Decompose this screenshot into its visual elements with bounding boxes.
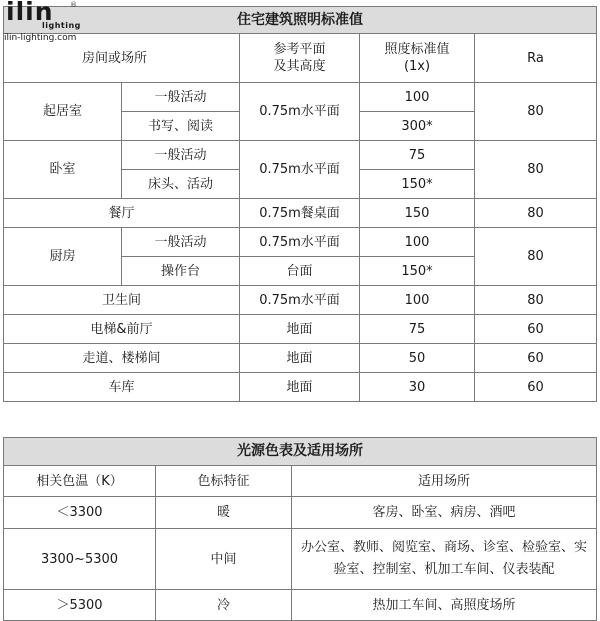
table-row bbox=[4, 529, 597, 590]
header-feature: 色标特征 bbox=[156, 466, 292, 497]
lux-cell: 150* bbox=[360, 257, 475, 286]
lux-cell: 30 bbox=[360, 373, 475, 402]
room-cell: 车库 bbox=[4, 373, 240, 402]
room-cell: 电梯&前厅 bbox=[4, 315, 240, 344]
ra-cell: 80 bbox=[475, 286, 597, 315]
plane-cell: 地面 bbox=[240, 373, 360, 402]
table-row bbox=[4, 286, 597, 315]
feature-cell: 中间 bbox=[156, 529, 292, 590]
table-row bbox=[4, 141, 597, 170]
header-plane: 参考平面 及其高度 bbox=[240, 34, 360, 83]
room-cell: 卧室 bbox=[4, 141, 122, 199]
ra-cell: 60 bbox=[475, 344, 597, 373]
lux-cell: 75 bbox=[360, 315, 475, 344]
logo-subtitle: lighting bbox=[42, 21, 81, 30]
ra-cell: 80 bbox=[475, 83, 597, 141]
plane-cell: 0.75m水平面 bbox=[240, 286, 360, 315]
lux-cell: 100 bbox=[360, 286, 475, 315]
subarea-cell: 一般活动 bbox=[122, 228, 240, 257]
brand-logo bbox=[4, 1, 84, 49]
lux-cell: 300* bbox=[360, 112, 475, 141]
subarea-cell: 操作台 bbox=[122, 257, 240, 286]
table-row bbox=[4, 497, 597, 529]
header-color-temp: 相关色温（K） bbox=[4, 466, 156, 497]
places-cell: 办公室、教师、阅览室、商场、诊室、检验室、实验室、控制室、机加工车间、仪表装配 bbox=[292, 529, 597, 590]
lux-cell: 75 bbox=[360, 141, 475, 170]
ra-cell: 60 bbox=[475, 315, 597, 344]
room-cell: 起居室 bbox=[4, 83, 122, 141]
lux-cell: 100 bbox=[360, 228, 475, 257]
table2-title: 光源色表及适用场所 bbox=[4, 438, 597, 466]
feature-cell: 冷 bbox=[156, 590, 292, 621]
table-row bbox=[4, 83, 597, 112]
room-cell: 卫生间 bbox=[4, 286, 240, 315]
logo-registered-mark: ® bbox=[70, 1, 77, 9]
logo-wordmark: ilin bbox=[6, 0, 54, 26]
places-cell: 热加工车间、高照度场所 bbox=[292, 590, 597, 621]
table-row bbox=[4, 228, 597, 257]
plane-cell: 0.75m水平面 bbox=[240, 141, 360, 199]
plane-cell: 地面 bbox=[240, 315, 360, 344]
color-temperature-table bbox=[3, 437, 597, 621]
lux-cell: 50 bbox=[360, 344, 475, 373]
room-cell: 餐厅 bbox=[4, 199, 240, 228]
header-lux: 照度标准值 (1x) bbox=[360, 34, 475, 83]
plane-cell: 地面 bbox=[240, 344, 360, 373]
ra-cell: 80 bbox=[475, 141, 597, 199]
ra-cell: 60 bbox=[475, 373, 597, 402]
subarea-cell: 一般活动 bbox=[122, 141, 240, 170]
lighting-standards-table bbox=[3, 6, 597, 402]
header-places: 适用场所 bbox=[292, 466, 597, 497]
lux-cell: 100 bbox=[360, 83, 475, 112]
temp-cell: ＞5300 bbox=[4, 590, 156, 621]
table-row bbox=[4, 344, 597, 373]
plane-cell: 0.75m水平面 bbox=[240, 83, 360, 141]
plane-cell: 0.75m水平面 bbox=[240, 228, 360, 257]
ra-cell: 80 bbox=[475, 228, 597, 286]
temp-cell: 3300~5300 bbox=[4, 529, 156, 590]
table-row bbox=[4, 199, 597, 228]
logo-url: ilin-lighting.com bbox=[4, 33, 77, 43]
ra-cell: 80 bbox=[475, 199, 597, 228]
subarea-cell: 床头、活动 bbox=[122, 170, 240, 199]
lux-cell: 150 bbox=[360, 199, 475, 228]
plane-cell: 0.75m餐桌面 bbox=[240, 199, 360, 228]
places-cell: 客房、卧室、病房、酒吧 bbox=[292, 497, 597, 529]
table-row bbox=[4, 590, 597, 621]
table1-title: 住宅建筑照明标准值 bbox=[4, 7, 597, 34]
subarea-cell: 书写、阅读 bbox=[122, 112, 240, 141]
table-row bbox=[4, 315, 597, 344]
subarea-cell: 一般活动 bbox=[122, 83, 240, 112]
feature-cell: 暖 bbox=[156, 497, 292, 529]
table-row bbox=[4, 373, 597, 402]
header-room: 房间或场所 bbox=[4, 34, 240, 83]
header-ra: Ra bbox=[475, 34, 597, 83]
plane-cell: 台面 bbox=[240, 257, 360, 286]
lux-cell: 150* bbox=[360, 170, 475, 199]
room-cell: 厨房 bbox=[4, 228, 122, 286]
room-cell: 走道、楼梯间 bbox=[4, 344, 240, 373]
temp-cell: ＜3300 bbox=[4, 497, 156, 529]
